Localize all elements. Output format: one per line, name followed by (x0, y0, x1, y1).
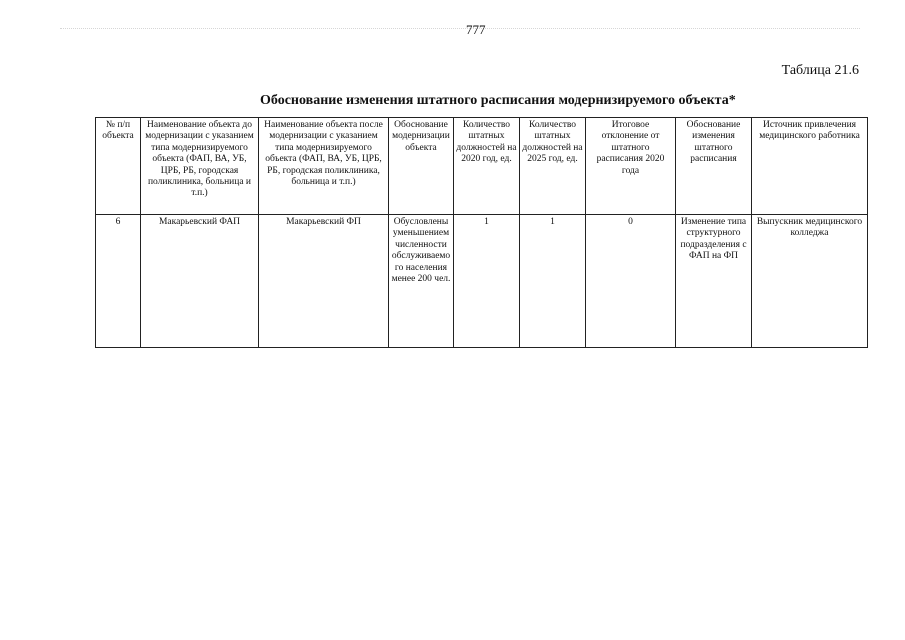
header-cell: Источник привлечения медицинского работника (752, 118, 868, 215)
table-row (96, 215, 868, 348)
table-cell: 1 (520, 215, 586, 348)
table-cell: Выпускник медицинского колледжа (752, 215, 868, 348)
header-cell: Количество штатных должностей на 2020 год, ед. (454, 118, 520, 215)
table-cell: Макарьевский ФП (259, 215, 389, 348)
header-cell: Итоговое отклонение от штатного расписания 2020 года (586, 118, 676, 215)
table-cell: 0 (586, 215, 676, 348)
table-cell: Изменение типа структурного подразделения с ФАП на ФП (676, 215, 752, 348)
table-cell: 1 (454, 215, 520, 348)
header-cell: Обоснование модернизации объекта (389, 118, 454, 215)
header-cell: Количество штатных должностей на 2025 год, ед. (520, 118, 586, 215)
header-cell: Наименование объекта после модернизации с указанием типа модернизируемого объекта (ФАП, ВА, УБ, ЦРБ, РБ, городская поликлиника, больница и т.п.) (259, 118, 389, 215)
table-label: Таблица 21.6 (781, 63, 859, 78)
header-cell: Обоснование изменения штатного расписания (676, 118, 752, 215)
page-number: 777 (466, 22, 486, 37)
page-title: Обоснование изменения штатного расписания модернизируемого объекта* (260, 93, 736, 108)
table-cell: Обусловлены уменьшением численности обслуживаемого населения менее 200 чел. (389, 215, 454, 348)
scan-artifact-line (60, 28, 860, 41)
table-cell: Макарьевский ФАП (141, 215, 259, 348)
header-cell: № п/п объекта (96, 118, 141, 215)
table-cell: 6 (96, 215, 141, 348)
header-cell: Наименование объекта до модернизации с указанием типа модернизируемого объекта (ФАП, ВА, УБ, ЦРБ, РБ, городская поликлиника, больница и т.п.) (141, 118, 259, 215)
data-table (95, 117, 868, 348)
header-row (96, 118, 868, 215)
